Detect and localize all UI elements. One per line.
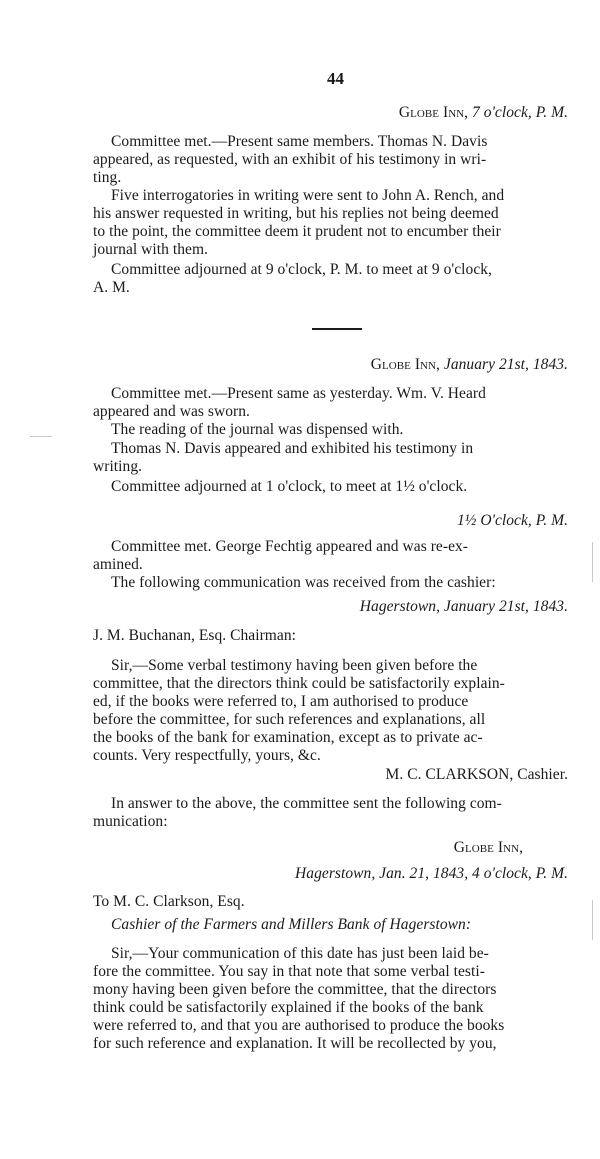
letter-place: Globe Inn,	[453, 839, 523, 856]
text-line: Committee met. George Fechtig appeared and was re-ex-	[111, 538, 469, 555]
letter-dateline: Hagerstown, January 21st, 1843.	[359, 598, 568, 615]
text-line: appeared, as requested, with an exhibit of his testimony in wri-	[93, 151, 487, 168]
text-line: committee, that the directors think could be satisfactorily explain-	[93, 675, 505, 692]
text-line: counts. Very respectfully, yours, &c.	[93, 747, 321, 764]
section-rule	[312, 328, 362, 330]
text-line: Sir,—Your communication of this date has just been laid be-	[111, 945, 489, 962]
text-line: Committee met.—Present same members. Thomas N. Davis	[111, 133, 488, 150]
text-line: The reading of the journal was dispensed with.	[111, 421, 404, 438]
scan-mark	[592, 900, 593, 940]
text-line: journal with them.	[93, 241, 208, 258]
letter-dateline: Hagerstown, Jan. 21, 1843, 4 o'clock, P. M.	[295, 865, 568, 882]
entry-heading: 1½ O'clock, P. M.	[456, 512, 568, 529]
text-line: for such reference and explanation. It will be recollected by you,	[93, 1035, 497, 1052]
scan-mark	[592, 542, 593, 582]
letter-addressee: To M. C. Clarkson, Esq.	[93, 893, 245, 910]
text-line: before the committee, for such references and explanations, all	[93, 711, 486, 728]
text-line: The following communication was received from the cashier:	[111, 574, 496, 591]
letter-addressee-title: Cashier of the Farmers and Millers Bank of Hagerstown:	[111, 916, 472, 933]
text-line: Committee met.—Present same as yesterday. Wm. V. Heard	[111, 385, 486, 402]
text-line: appeared and was sworn.	[93, 403, 250, 420]
letter-addressee: J. M. Buchanan, Esq. Chairman:	[93, 627, 296, 644]
text-line: amined.	[93, 556, 143, 573]
text-line: Sir,—Some verbal testimony having been given before the	[111, 657, 478, 674]
entry-heading: Globe Inn, 7 o'clock, P. M.	[398, 104, 568, 121]
text-line: In answer to the above, the committee sent the following com-	[111, 795, 502, 812]
letter-signature: M. C. CLARKSON, Cashier.	[385, 766, 568, 783]
scan-mark	[30, 436, 52, 437]
text-line: Committee adjourned at 1 o'clock, to meet at 1½ o'clock.	[111, 478, 468, 495]
page-number: 44	[327, 69, 345, 88]
entry-heading: Globe Inn, January 21st, 1843.	[370, 356, 568, 373]
text-line: mony having been given before the committee, that the directors	[93, 981, 497, 998]
text-line: Thomas N. Davis appeared and exhibited his testimony in	[111, 440, 474, 457]
text-line: ting.	[93, 169, 122, 186]
text-line: his answer requested in writing, but his replies not being deemed	[93, 205, 499, 222]
text-line: Committee adjourned at 9 o'clock, P. M. to meet at 9 o'clock,	[111, 261, 492, 278]
text-line: fore the committee. You say in that note that some verbal testi-	[93, 963, 485, 980]
text-line: the books of the bank for examination, except as to private ac-	[93, 729, 483, 746]
text-line: writing.	[93, 458, 143, 475]
text-line: Five interrogatories in writing were sent to John A. Rench, and	[111, 187, 505, 204]
text-line: were referred to, and that you are authorised to produce the books	[93, 1017, 505, 1034]
text-line: think could be satisfactorily explained if the books of the bank	[93, 999, 484, 1016]
text-line: ed, if the books were referred to, I am authorised to produce	[93, 693, 469, 710]
text-line: munication:	[93, 813, 168, 830]
text-line: A. M.	[93, 279, 130, 296]
text-line: to the point, the committee deem it prudent not to encumber their	[93, 223, 501, 240]
